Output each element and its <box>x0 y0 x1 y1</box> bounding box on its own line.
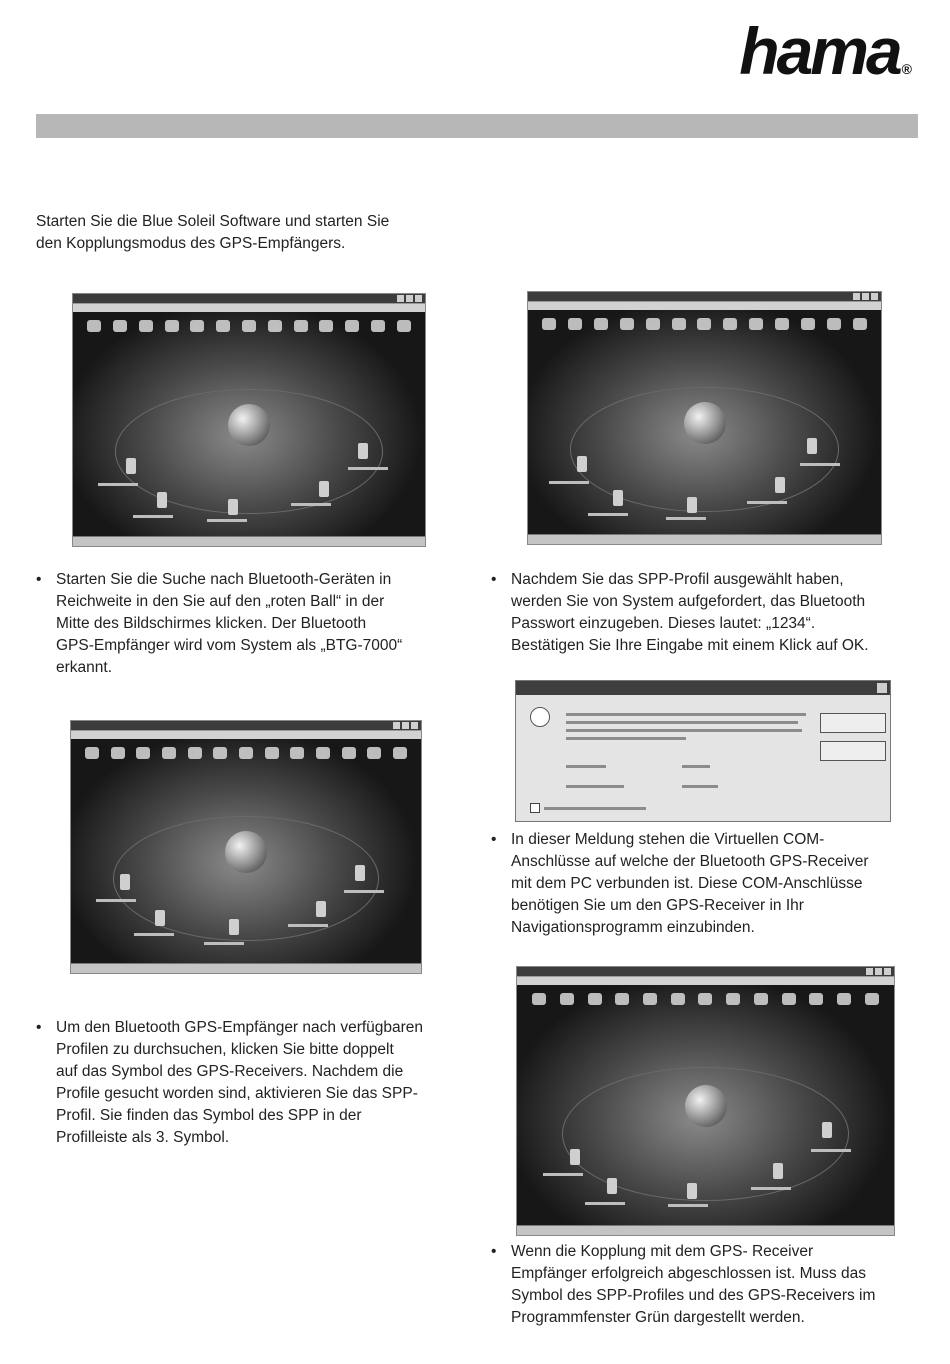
screenshot-connection-dialog <box>515 680 891 822</box>
device-icon <box>822 1122 832 1138</box>
bluetooth-ball-icon <box>228 404 270 446</box>
info-icon <box>530 707 550 727</box>
device-icon <box>228 499 238 515</box>
device-icon <box>687 1183 697 1199</box>
screenshot-bluesoleil-pairing <box>527 291 882 545</box>
bullet-line: In dieser Meldung stehen die Virtuellen COM- <box>511 831 825 848</box>
device-icon <box>577 456 587 472</box>
device-icon <box>613 490 623 506</box>
bullet-line: Bestätigen Sie Ihre Eingabe mit einem Klick auf OK. <box>511 637 869 654</box>
bullet-spp-password <box>491 569 921 657</box>
bullet-line: benötigen Sie um den GPS-Receiver in Ihr <box>511 897 804 914</box>
bullet-search-devices <box>36 569 466 679</box>
bullet-line: Passwort einzugeben. Dieses lautet: „1234“. <box>511 615 816 632</box>
bullet-dot: • <box>491 831 497 848</box>
device-icon <box>155 910 165 926</box>
device-icon <box>687 497 697 513</box>
toolbar-icons <box>542 318 867 330</box>
intro-line: den Kopplungsmodus des GPS-Empfängers. <box>36 235 346 252</box>
bullet-line: werden Sie von System aufgefordert, das Bluetooth <box>511 593 866 610</box>
bullet-line: auf das Symbol des GPS-Receivers. Nachdem die <box>56 1063 404 1080</box>
toolbar-icons <box>87 320 411 332</box>
bullet-line: Starten Sie die Suche nach Bluetooth-Geräten in <box>56 571 392 588</box>
hama-logo <box>739 14 912 88</box>
bullet-pairing-complete <box>491 1241 931 1329</box>
bluetooth-ball-icon <box>684 402 726 444</box>
bullet-line: Reichweite in den Sie auf den „roten Ball“ in der <box>56 593 385 610</box>
bullet-search-profiles <box>36 1017 476 1149</box>
device-icon <box>126 458 136 474</box>
device-icon <box>807 438 817 454</box>
toolbar-icons <box>532 993 879 1005</box>
bullet-line: Profile gesucht worden sind, aktivieren Sie das SPP- <box>56 1085 418 1102</box>
bullet-line: Navigationsprogramm einzubinden. <box>511 919 755 936</box>
toolbar-icons <box>85 747 407 759</box>
device-icon <box>355 865 365 881</box>
header-bar <box>36 114 918 138</box>
bullet-line: Um den Bluetooth GPS-Empfänger nach verfügbaren <box>56 1019 424 1036</box>
bullet-dot: • <box>491 1243 497 1260</box>
intro-line: Starten Sie die Blue Soleil Software und starten Sie <box>36 213 390 230</box>
bullet-dot: • <box>36 571 42 588</box>
bullet-line: Wenn die Kopplung mit dem GPS- Receiver <box>511 1243 814 1260</box>
bullet-dot: • <box>36 1019 42 1036</box>
bullet-line: Programmfenster Grün dargestellt werden. <box>511 1309 805 1326</box>
device-icon <box>157 492 167 508</box>
intro-text <box>36 211 389 255</box>
bullet-line: Profilleiste als 3. Symbol. <box>56 1129 230 1146</box>
bullet-dot: • <box>491 571 497 588</box>
bluetooth-ball-icon <box>685 1085 727 1127</box>
bullet-line: Profilen zu durchsuchen, klicken Sie bitte doppelt <box>56 1041 394 1058</box>
registered-mark: ® <box>901 61 912 77</box>
bullet-line: Anschlüsse auf welche der Bluetooth GPS-Receiver <box>511 853 869 870</box>
device-icon <box>607 1178 617 1194</box>
device-icon <box>229 919 239 935</box>
device-icon <box>570 1149 580 1165</box>
bullet-line: Empfänger erfolgreich abgeschlossen ist. Muss das <box>511 1265 866 1282</box>
bullet-line: GPS-Empfänger wird vom System als „BTG-7000“ <box>56 637 403 654</box>
bullet-line: mit dem PC verbunden ist. Diese COM-Anschlüsse <box>511 875 863 892</box>
bullet-line: Symbol des SPP-Profiles und des GPS-Receivers im <box>511 1287 876 1304</box>
close-icon <box>877 683 887 693</box>
device-icon <box>316 901 326 917</box>
device-icon <box>120 874 130 890</box>
bullet-com-ports <box>491 829 921 939</box>
device-icon <box>319 481 329 497</box>
device-icon <box>775 477 785 493</box>
device-icon <box>773 1163 783 1179</box>
bullet-line: Mitte des Bildschirmes klicken. Der Bluetooth <box>56 615 367 632</box>
logo-text: hama <box>739 14 900 88</box>
bluetooth-ball-icon <box>225 831 267 873</box>
bullet-line: erkannt. <box>56 659 113 676</box>
device-icon <box>358 443 368 459</box>
screenshot-bluesoleil-profiles <box>70 720 422 974</box>
bullet-line: Profil. Sie finden das Symbol des SPP in der <box>56 1107 362 1124</box>
screenshot-bluesoleil-start <box>72 293 426 547</box>
screenshot-bluesoleil-connected <box>516 966 895 1236</box>
bullet-line: Nachdem Sie das SPP-Profil ausgewählt haben, <box>511 571 844 588</box>
